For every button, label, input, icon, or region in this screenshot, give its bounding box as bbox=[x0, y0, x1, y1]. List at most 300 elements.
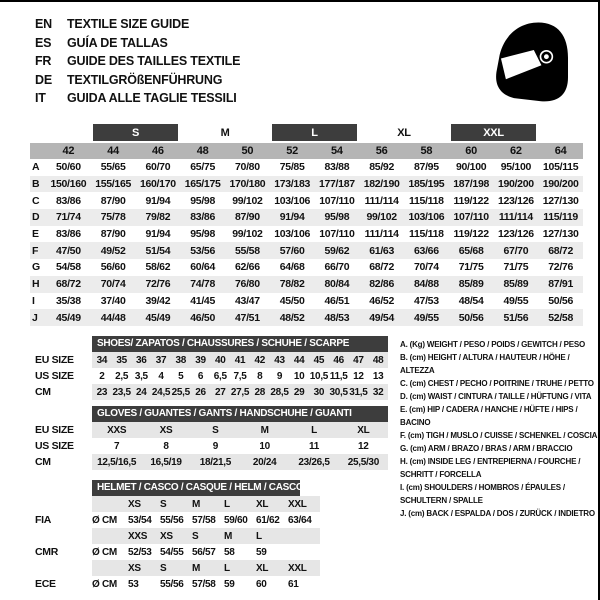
table-cell: 55/56 bbox=[160, 514, 184, 526]
size-letter: XXL bbox=[288, 562, 307, 574]
table-cell: 79/82 bbox=[145, 211, 171, 224]
table-row bbox=[30, 159, 583, 176]
table-cell: 95/100 bbox=[500, 161, 532, 174]
table-cell: 27,5 bbox=[230, 386, 250, 398]
values-row bbox=[30, 512, 320, 528]
table-cell: 72/76 bbox=[548, 261, 574, 274]
size-letter: S bbox=[192, 530, 199, 542]
table-cell: 95/98 bbox=[190, 228, 216, 241]
table-cell: 177/187 bbox=[318, 178, 355, 191]
table-cell: 45 bbox=[313, 354, 325, 366]
table-cell: 107/110 bbox=[319, 194, 355, 207]
size-letter: L bbox=[256, 530, 262, 542]
guide-title: GUIDE DES TAILLES TEXTILE bbox=[67, 54, 241, 68]
size-letter: S bbox=[160, 562, 167, 574]
table-cell: 53/54 bbox=[128, 514, 152, 526]
language-row bbox=[35, 71, 240, 90]
table-cell: M bbox=[260, 424, 269, 436]
size-letter: S bbox=[160, 498, 167, 510]
row-letter: B bbox=[32, 178, 40, 191]
row-label: US SIZE bbox=[35, 440, 74, 452]
legend-item: F. (cm) TIGH / MUSLO / CUISSE / SCHENKEL / COSCIA bbox=[400, 431, 598, 440]
table-cell: 28 bbox=[254, 386, 265, 398]
size-letters bbox=[92, 496, 320, 512]
language-code: DE bbox=[35, 72, 52, 87]
col-42-spacer bbox=[46, 124, 91, 141]
table-cell: 38 bbox=[175, 354, 187, 366]
table-cell: 115/118 bbox=[409, 194, 444, 207]
standard-block bbox=[30, 560, 320, 592]
row-values bbox=[92, 352, 388, 368]
table-cell: 29 bbox=[293, 386, 305, 398]
table-cell: 74/78 bbox=[190, 278, 216, 291]
table-cell: 45/50 bbox=[279, 294, 305, 307]
table-cell: 10,5 bbox=[309, 370, 329, 382]
gloves-table bbox=[30, 406, 388, 470]
row-letter: E bbox=[32, 228, 39, 241]
table-cell: 59/60 bbox=[224, 514, 248, 526]
table-cell: 83/86 bbox=[55, 194, 81, 207]
table-cell: 70/74 bbox=[100, 278, 126, 291]
table-cell: 85/89 bbox=[458, 278, 484, 291]
table-cell: 7,5 bbox=[233, 370, 247, 382]
table-cell: 155/165 bbox=[95, 178, 132, 191]
size-group-label: M bbox=[220, 126, 230, 139]
table-cell: 57/58 bbox=[192, 578, 216, 590]
table-cell: 8 bbox=[257, 370, 263, 382]
table-cell: 67/70 bbox=[503, 244, 529, 257]
size-number: 42 bbox=[62, 145, 75, 157]
table-cell: 91/94 bbox=[279, 211, 305, 224]
legend-item: H. (cm) INSIDE LEG / ENTREPIERNA / FOURCHE / SCHRITT / FORCELLA bbox=[400, 457, 581, 479]
table-cell: 103/106 bbox=[408, 211, 445, 224]
table-cell: 182/190 bbox=[363, 178, 400, 191]
row-label: CM bbox=[35, 386, 51, 398]
language-row bbox=[35, 89, 240, 108]
table-cell: 65/68 bbox=[458, 244, 484, 257]
row-values bbox=[92, 454, 388, 470]
table-cell: 18/21,5 bbox=[199, 456, 231, 468]
table-row bbox=[30, 209, 583, 226]
table-cell: 49/55 bbox=[413, 311, 439, 324]
table-cell: 28,5 bbox=[270, 386, 289, 398]
table-cell: XS bbox=[159, 424, 173, 436]
table-cell: 12 bbox=[353, 370, 364, 382]
sizes-row bbox=[30, 528, 320, 544]
table-cell: 99/102 bbox=[232, 194, 263, 207]
table-cell: 42 bbox=[254, 354, 265, 366]
table-cell: 85/92 bbox=[369, 161, 395, 174]
language-header bbox=[35, 15, 240, 108]
table-cell: 59 bbox=[224, 578, 235, 590]
size-number: 60 bbox=[465, 145, 477, 157]
table-cell: 37 bbox=[155, 354, 167, 366]
table-cell: 65/75 bbox=[190, 161, 216, 174]
table-cell: 49/55 bbox=[503, 294, 529, 307]
table-cell: 53 bbox=[128, 578, 139, 590]
table-cell: 76/80 bbox=[234, 278, 260, 291]
table-cell: 173/183 bbox=[274, 178, 311, 191]
letter-col-spacer bbox=[30, 124, 46, 141]
standard-values bbox=[92, 576, 320, 592]
table-cell: 53/56 bbox=[190, 244, 216, 257]
row-letter: I bbox=[32, 294, 35, 307]
table-cell: 54/58 bbox=[55, 261, 81, 274]
size-number: 44 bbox=[107, 145, 119, 157]
table-cell: 83/88 bbox=[324, 161, 350, 174]
table-cell: 165/175 bbox=[184, 178, 221, 191]
table-cell: 34 bbox=[96, 354, 108, 366]
size-number: 58 bbox=[420, 145, 433, 157]
size-group-label: L bbox=[272, 124, 358, 141]
table-row bbox=[30, 242, 583, 259]
size-letter: XL bbox=[256, 562, 269, 574]
table-cell: 41 bbox=[234, 354, 246, 366]
table-cell: 55/58 bbox=[234, 244, 260, 257]
table-cell: 9 bbox=[276, 370, 283, 382]
table-cell: 66/70 bbox=[324, 261, 350, 274]
table-cell: 9 bbox=[212, 440, 218, 452]
table-cell: 68/72 bbox=[55, 278, 81, 291]
table-cell: 43 bbox=[274, 354, 285, 366]
legend-item: B. (cm) HEIGHT / ALTURA / HAUTEUR / HÖHE / ALTEZZA bbox=[400, 353, 570, 375]
table-cell: 123/126 bbox=[497, 228, 534, 241]
table-cell: 87/91 bbox=[548, 278, 574, 291]
table-cell: 119/122 bbox=[453, 228, 489, 241]
table-cell: 39 bbox=[195, 354, 206, 366]
table-cell: 41/45 bbox=[190, 294, 216, 307]
table-cell: 56/60 bbox=[100, 261, 126, 274]
language-row bbox=[35, 34, 240, 53]
table-cell: 80/84 bbox=[324, 278, 350, 291]
unit-label: Ø CM bbox=[92, 514, 117, 526]
table-cell: 35/38 bbox=[55, 294, 81, 307]
table-cell: 127/130 bbox=[542, 194, 579, 207]
table-cell: 51/56 bbox=[503, 311, 529, 324]
size-group-label: S bbox=[93, 124, 179, 141]
table-cell: 71/74 bbox=[55, 211, 81, 224]
standard-block bbox=[30, 496, 320, 528]
legend-item: E. (cm) HIP / CADERA / HANCHE / HÜFTE / HIPS / BACINO bbox=[400, 405, 578, 427]
row-letter: H bbox=[32, 278, 40, 291]
table-row bbox=[30, 352, 388, 368]
table-cell: 111/114 bbox=[364, 194, 399, 207]
table-cell: 55/65 bbox=[100, 161, 126, 174]
table-cell: 46/51 bbox=[324, 294, 350, 307]
table-cell: 23/26,5 bbox=[298, 456, 330, 468]
table-cell: 111/114 bbox=[498, 211, 533, 224]
table-cell: 48/53 bbox=[324, 311, 350, 324]
row-label: EU SIZE bbox=[35, 354, 74, 366]
size-letter: XS bbox=[160, 530, 173, 542]
table-cell: 62/66 bbox=[234, 261, 260, 274]
table-cell: XL bbox=[357, 424, 370, 436]
size-letter: XXL bbox=[288, 498, 307, 510]
table-cell: 57/60 bbox=[279, 244, 305, 257]
values-row bbox=[30, 576, 320, 592]
table-cell: 190/200 bbox=[542, 178, 579, 191]
table-cell: 44 bbox=[293, 354, 305, 366]
table-row bbox=[30, 438, 388, 454]
table-cell: 75/85 bbox=[279, 161, 305, 174]
table-cell: 51/54 bbox=[145, 244, 171, 257]
table-cell: 48/52 bbox=[279, 311, 305, 324]
standard-values bbox=[92, 512, 320, 528]
table-cell: S bbox=[212, 424, 219, 436]
table-cell: 13 bbox=[372, 370, 384, 382]
size-letter: XS bbox=[128, 562, 141, 574]
table-cell: 10 bbox=[259, 440, 270, 452]
guide-title: TEXTILE SIZE GUIDE bbox=[67, 17, 190, 31]
table-cell: 50/56 bbox=[458, 311, 484, 324]
size-group-header-row bbox=[30, 124, 583, 141]
table-cell: 91/94 bbox=[145, 228, 171, 241]
table-cell: 60 bbox=[256, 578, 267, 590]
legend-item: D. (cm) WAIST / CINTURA / TAILLE / HÜFTUNG / VITA bbox=[400, 392, 592, 401]
size-letter: L bbox=[224, 562, 230, 574]
table-cell: 85/89 bbox=[503, 278, 529, 291]
values-row bbox=[30, 544, 320, 560]
size-group-label: XXL bbox=[451, 124, 537, 141]
unit-label: Ø CM bbox=[92, 578, 117, 590]
table-cell: 60/64 bbox=[190, 261, 216, 274]
table-cell: 99/102 bbox=[232, 228, 263, 241]
standard-name: FIA bbox=[35, 514, 52, 526]
standard-block bbox=[30, 528, 320, 560]
table-cell: 4 bbox=[158, 370, 164, 382]
table-cell: 16,5/19 bbox=[150, 456, 182, 468]
row-values bbox=[92, 422, 388, 438]
table-cell: 115/118 bbox=[409, 228, 444, 241]
row-values bbox=[92, 384, 388, 400]
size-number: 62 bbox=[510, 145, 522, 157]
size-letter: XS bbox=[128, 498, 141, 510]
table-cell: 185/195 bbox=[408, 178, 445, 191]
table-cell: 48/54 bbox=[458, 294, 484, 307]
table-cell: 45/49 bbox=[55, 311, 81, 324]
guide-title: GUÍA DE TALLAS bbox=[67, 35, 168, 50]
table-row bbox=[30, 384, 388, 400]
table-cell: 10 bbox=[293, 370, 305, 382]
size-group-label: XL bbox=[397, 126, 411, 139]
table-cell: 57/58 bbox=[192, 514, 216, 526]
table-cell: 47/51 bbox=[234, 311, 260, 324]
table-cell: 103/106 bbox=[274, 228, 311, 241]
size-number: 64 bbox=[554, 145, 567, 157]
table-cell: 11,5 bbox=[329, 370, 348, 382]
table-cell: 54/55 bbox=[160, 546, 184, 558]
table-cell: 44/48 bbox=[100, 311, 126, 324]
size-number: 50 bbox=[241, 145, 254, 157]
row-letter: F bbox=[32, 244, 39, 257]
shoes-title-bar: SHOES/ ZAPATOS / CHAUSSURES / SCHUHE / SCARPE bbox=[92, 336, 388, 352]
table-cell: 2,5 bbox=[115, 370, 129, 382]
table-cell: 75/78 bbox=[100, 211, 126, 224]
table-cell: 37/40 bbox=[100, 294, 126, 307]
table-row bbox=[30, 192, 583, 209]
table-cell: 59 bbox=[256, 546, 267, 558]
gloves-title-bar: GLOVES / GUANTES / GANTS / HANDSCHUHE / GUANTI bbox=[92, 406, 388, 422]
table-cell: 115/119 bbox=[543, 211, 578, 224]
table-cell: 87/90 bbox=[100, 228, 126, 241]
table-cell: 68/72 bbox=[369, 261, 395, 274]
table-cell: 3,5 bbox=[134, 370, 148, 382]
table-cell: 2 bbox=[99, 370, 105, 382]
row-label: EU SIZE bbox=[35, 424, 74, 436]
size-letter: M bbox=[224, 530, 233, 542]
standard-values bbox=[92, 544, 320, 560]
table-cell: 25,5/30 bbox=[347, 456, 379, 468]
standard-name: ECE bbox=[35, 578, 56, 590]
table-cell: 30 bbox=[313, 386, 325, 398]
size-letters bbox=[92, 528, 320, 544]
table-cell: 56/57 bbox=[192, 546, 216, 558]
table-cell: 58/62 bbox=[145, 261, 171, 274]
helmet-table bbox=[30, 480, 320, 592]
table-cell: 103/106 bbox=[274, 194, 311, 207]
row-letter: D bbox=[32, 211, 40, 224]
language-code: FR bbox=[35, 54, 52, 68]
language-row bbox=[35, 15, 240, 34]
table-cell: 11 bbox=[309, 440, 319, 452]
guide-title: GUIDA ALLE TAGLIE TESSILI bbox=[67, 91, 237, 105]
table-cell: 12 bbox=[358, 440, 369, 452]
legend-item: I. (cm) SHOULDERS / HOMBROS / ÉPAULES / SCHULTERN / SPALLE bbox=[400, 483, 565, 505]
table-row bbox=[30, 276, 583, 293]
size-letters bbox=[92, 560, 320, 576]
table-cell: 95/98 bbox=[190, 194, 216, 207]
table-cell: 50/60 bbox=[55, 161, 81, 174]
table-cell: 45/49 bbox=[145, 311, 171, 324]
table-cell: 63/66 bbox=[413, 244, 439, 257]
table-cell: 46/52 bbox=[369, 294, 395, 307]
table-cell: 50/56 bbox=[548, 294, 574, 307]
table-cell: 99/102 bbox=[366, 211, 397, 224]
table-row bbox=[30, 259, 583, 276]
table-cell: 90/100 bbox=[455, 161, 487, 174]
legend-item: A. (Kg) WEIGHT / PESO / POIDS / GEWITCH / PESO bbox=[400, 340, 586, 349]
table-cell: L bbox=[311, 424, 317, 436]
legend-item: C. (cm) CHEST / PECHO / POITRINE / TRUHE / PETTO bbox=[400, 379, 594, 388]
table-cell: 190/200 bbox=[497, 178, 534, 191]
table-cell: 111/114 bbox=[364, 228, 399, 241]
table-cell: 46 bbox=[333, 354, 344, 366]
table-cell: 87/90 bbox=[234, 211, 260, 224]
table-cell: 47/50 bbox=[55, 244, 81, 257]
table-cell: 12,5/16,5 bbox=[97, 456, 137, 468]
row-letter: J bbox=[32, 311, 38, 324]
table-cell: 150/160 bbox=[50, 178, 87, 191]
table-cell: 60/70 bbox=[145, 161, 171, 174]
table-cell: 64/68 bbox=[279, 261, 305, 274]
table-cell: 123/126 bbox=[497, 194, 534, 207]
table-row bbox=[30, 368, 388, 384]
table-cell: 24,5 bbox=[151, 386, 171, 398]
size-number: 54 bbox=[331, 145, 343, 157]
table-cell: 95/98 bbox=[324, 211, 350, 224]
table-cell: 83/86 bbox=[190, 211, 216, 224]
table-cell: 6,5 bbox=[213, 370, 227, 382]
table-cell: 55/56 bbox=[160, 578, 184, 590]
table-cell: 70/80 bbox=[234, 161, 260, 174]
row-letter: G bbox=[32, 261, 40, 274]
garment-size-table bbox=[30, 124, 583, 326]
table-row bbox=[30, 226, 583, 243]
table-cell: 36 bbox=[136, 354, 147, 366]
table-cell: 39/42 bbox=[145, 294, 171, 307]
table-cell: 46/50 bbox=[190, 311, 216, 324]
table-cell: 107/110 bbox=[319, 228, 355, 241]
table-cell: 59/62 bbox=[324, 244, 350, 257]
table-cell: 119/122 bbox=[453, 194, 489, 207]
table-cell: 49/52 bbox=[100, 244, 126, 257]
table-cell: 70/74 bbox=[413, 261, 439, 274]
table-row bbox=[30, 293, 583, 310]
table-cell: 61/62 bbox=[256, 514, 280, 526]
table-cell: 25,5 bbox=[171, 386, 190, 398]
table-cell: 105/115 bbox=[542, 161, 579, 174]
table-cell: 31,5 bbox=[349, 386, 368, 398]
table-cell: 87/95 bbox=[413, 161, 439, 174]
legend-item: G. (cm) ARM / BRAZO / BRAS / ARM / BRACCIO bbox=[400, 444, 573, 453]
helmet-title-bar: HELMET / CASCO / CASQUE / HELM / CASCO bbox=[92, 480, 300, 496]
table-cell: 6 bbox=[197, 370, 204, 382]
language-code: EN bbox=[35, 17, 52, 31]
table-cell: 8 bbox=[163, 440, 169, 452]
language-code: ES bbox=[35, 35, 52, 50]
table-cell: 30,5 bbox=[329, 386, 348, 398]
row-label: CM bbox=[35, 456, 51, 468]
table-cell: 48 bbox=[372, 354, 384, 366]
table-cell: 27 bbox=[214, 386, 226, 398]
sizes-row bbox=[30, 560, 320, 576]
helmet-icon bbox=[487, 18, 577, 108]
table-cell: 78/82 bbox=[279, 278, 305, 291]
table-cell: 43/47 bbox=[234, 294, 260, 307]
table-cell: 61 bbox=[288, 578, 299, 590]
language-row bbox=[35, 52, 240, 71]
size-number: 56 bbox=[375, 145, 388, 157]
size-number-row bbox=[30, 143, 583, 159]
table-cell: 61/63 bbox=[369, 244, 395, 257]
unit-label: Ø CM bbox=[92, 546, 117, 558]
table-cell: 63/64 bbox=[288, 514, 312, 526]
table-row bbox=[30, 176, 583, 193]
shoes-table bbox=[30, 336, 388, 400]
table-cell: 5 bbox=[178, 370, 184, 382]
size-letter: M bbox=[192, 498, 201, 510]
size-letter: XXS bbox=[128, 530, 148, 542]
table-cell: 107/110 bbox=[453, 211, 489, 224]
table-cell: 127/130 bbox=[542, 228, 579, 241]
table-cell: 160/170 bbox=[139, 178, 176, 191]
table-cell: 72/76 bbox=[145, 278, 171, 291]
table-cell: 23,5 bbox=[112, 386, 131, 398]
row-values bbox=[92, 438, 388, 454]
table-cell: 71/75 bbox=[458, 261, 484, 274]
table-row bbox=[30, 454, 388, 470]
table-cell: 82/86 bbox=[369, 278, 395, 291]
standard-name: CMR bbox=[35, 546, 59, 558]
size-number: 46 bbox=[152, 145, 164, 157]
table-cell: 47/53 bbox=[413, 294, 439, 307]
table-cell: 87/90 bbox=[100, 194, 126, 207]
table-cell: 91/94 bbox=[145, 194, 171, 207]
table-row bbox=[30, 422, 388, 438]
table-cell: 23 bbox=[96, 386, 108, 398]
table-cell: 52/58 bbox=[548, 311, 574, 324]
sizes-row bbox=[30, 496, 320, 512]
